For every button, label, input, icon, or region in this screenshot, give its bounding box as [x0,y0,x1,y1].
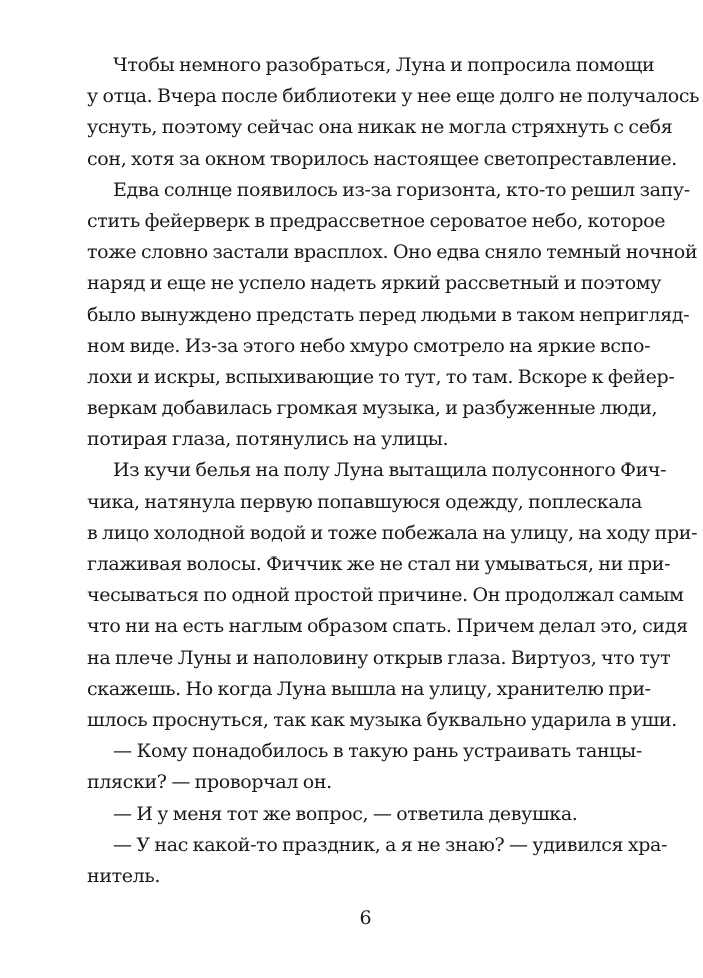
text-line: нитель. [87,864,161,887]
text-line: стить фейерверк в предрассветное сероватое небо, которое [87,209,666,232]
text-line: тоже словно застали врасплох. Оно едва сняло темный ночной [87,241,698,264]
text-line: уснуть, поэтому сейчас она никак не могла стряхнуть с себя [87,116,673,139]
text-line: — Кому понадобилось в такую рань устраивать танцы- [113,740,642,763]
text-line: что ни на есть наглым образом спать. Причем делал это, сидя [87,615,688,638]
dialogue-paragraph [87,830,668,892]
dialogue-paragraph [87,799,642,830]
text-line: Чтобы немного разобраться, Луна и попросила помощи [113,54,655,76]
text-line: потирая глаза, потянулись на улицы. [87,428,449,451]
text-line: наряд и еще не успело надеть яркий рассветный и поэтому [87,272,662,295]
text-line: Из кучи белья на полу Луна вытащила полусонного Фич- [113,459,667,482]
text-line: было вынуждено предстать перед людьми в таком непригляд- [87,303,690,326]
text-line: в лицо холодной водой и тоже побежала на улицу, на ходу при- [87,521,698,544]
paragraph [87,175,698,456]
page-text [87,50,700,892]
text-line: лохи и искры, вспыхивающие то тут, то там. Вскоре к фейер- [87,365,675,388]
page-number: 6 [359,907,372,929]
paragraph [87,50,700,175]
text-line: у отца. Вчера после библиотеки у нее еще долго не получалось [87,85,700,108]
text-line: чика, натянула первую попавшуюся одежду, поплескала [87,490,642,513]
text-line: сон, хотя за окном творилось настоящее светопреставление. [87,147,678,170]
text-line: ном виде. Из-за этого небо хмуро смотрело на яркие вспо- [87,334,651,357]
text-line: скажешь. Но когда Луна вышла на улицу, хранителю при- [87,677,651,700]
text-line: чесываться по одной простой причине. Он продолжал самым [87,584,684,607]
text-line: Едва солнце появилось из-за горизонта, кто-то решил запу- [113,178,690,201]
text-line: — У нас какой-то праздник, а я не знаю? — удивился хра- [113,833,668,856]
text-line: пляски? — проворчал он. [87,771,332,794]
dialogue-paragraph [87,736,642,798]
text-line: на плече Луны и наполовину открыв глаза. Виртуоз, что тут [87,646,671,669]
text-line: веркам добавилась громкая музыка, и разбуженные люди, [87,397,658,420]
text-line: шлось проснуться, так как музыка буквально ударила в уши. [87,708,677,731]
paragraph [87,455,698,736]
text-line: — И у меня тот же вопрос, — ответила девушка. [113,802,578,825]
text-line: глаживая волосы. Фиччик же не стал ни умываться, ни при- [87,553,671,575]
